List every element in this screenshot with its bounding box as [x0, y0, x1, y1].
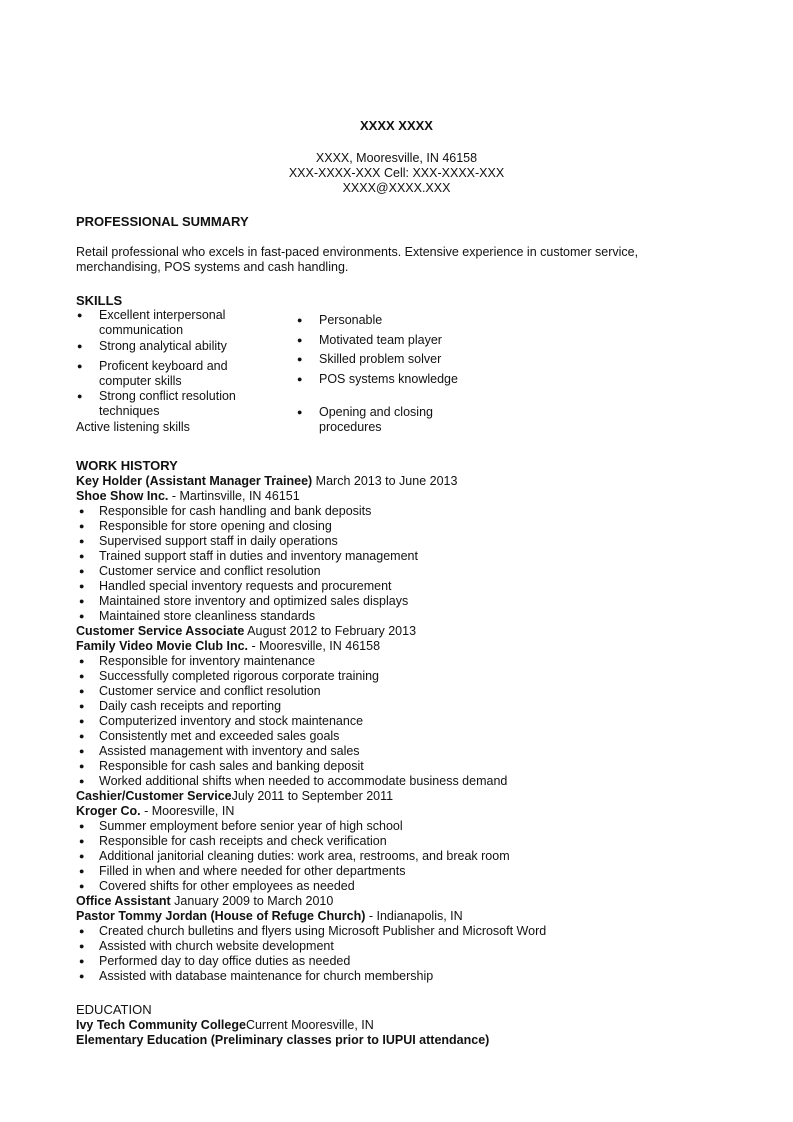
bullet-icon: ●: [79, 956, 85, 966]
school-detail: Current Mooresville, IN: [245, 1018, 374, 1032]
candidate-name: XXXX XXXX: [360, 118, 433, 133]
address-line: XXXX, Mooresville, IN 46158: [315, 151, 478, 165]
work-history-list: [76, 474, 716, 984]
job-bullet: ● Daily cash receipts and reporting: [79, 699, 282, 713]
job-bullet: ● Responsible for store opening and closing: [79, 519, 332, 533]
job-bullet: ● Summer employment before senior year of high school: [79, 819, 403, 833]
education-school-line: [76, 1018, 716, 1033]
skill-text-line: Personable: [319, 313, 383, 327]
job-bullet: ● Assisted with database maintenance for church membership: [79, 969, 434, 983]
job-bullet: ● Assisted with church website development: [79, 939, 334, 953]
job-bullet: ● Trained support staff in duties and inventory management: [79, 549, 418, 563]
email-line: XXXX@XXXX.XXX: [342, 181, 451, 195]
bullet-icon: ●: [77, 310, 83, 320]
bullet-icon: ●: [79, 701, 85, 711]
skills-heading: SKILLS: [76, 293, 123, 308]
job-bullet: ● Customer service and conflict resolution: [79, 564, 321, 578]
bullet-icon: ●: [79, 716, 85, 726]
bullet-icon: ●: [79, 746, 85, 756]
skills-left-column: [77, 308, 287, 438]
job-bullet: ● Created church bulletins and flyers using Microsoft Publisher and Microsoft Word: [79, 924, 547, 938]
bullet-icon: ●: [79, 611, 85, 621]
bullet-icon: ●: [79, 866, 85, 876]
bullet-icon: ●: [79, 656, 85, 666]
education-degree: Elementary Education (Preliminary classes prior to IUPUI attendance): [76, 1033, 490, 1047]
skill-text-line: Opening and closing: [319, 405, 433, 419]
bullet-icon: ●: [79, 671, 85, 681]
bullet-icon: ●: [79, 881, 85, 891]
job-bullet: ● Customer service and conflict resolution: [79, 684, 321, 698]
job-bullet: ● Assisted management with inventory and sales: [79, 744, 360, 758]
bullet-icon: ●: [297, 335, 303, 345]
job-company-line: [76, 639, 716, 654]
bullet-icon: ●: [297, 374, 303, 384]
contact-block: [0, 151, 793, 196]
skill-text-line: computer skills: [99, 374, 182, 388]
bullet-icon: ●: [79, 821, 85, 831]
skill-text-line: communication: [99, 323, 184, 337]
summary-line: merchandising, POS systems and cash handling.: [76, 260, 349, 274]
phone-line: XXX-XXXX-XXX Cell: XXX-XXXX-XXX: [288, 166, 505, 180]
school-name: Ivy Tech Community College: [76, 1018, 246, 1032]
job-company-line: [76, 909, 716, 924]
job-bullet: ● Filled in when and where needed for other departments: [79, 864, 406, 878]
job-title: Key Holder (Assistant Manager Trainee): [76, 474, 313, 488]
job-company-line: [76, 489, 716, 504]
job-dates: January 2009 to March 2010: [170, 894, 334, 908]
skill-text-line: Strong analytical ability: [99, 339, 227, 353]
job-bullet: ● Responsible for cash handling and bank deposits: [79, 504, 372, 518]
education-heading: EDUCATION: [76, 1002, 152, 1017]
bullet-icon: ●: [79, 566, 85, 576]
job-dates: July 2011 to September 2011: [231, 789, 394, 803]
job-dates: March 2013 to June 2013: [312, 474, 458, 488]
bullet-icon: ●: [77, 341, 83, 351]
job-title-line: [76, 624, 716, 639]
bullet-icon: ●: [77, 361, 83, 371]
skill-text-line: Excellent interpersonal: [99, 308, 226, 322]
job-bullet: ● Additional janitorial cleaning duties: work area, restrooms, and break room: [79, 849, 510, 863]
job-bullet: ● Supervised support staff in daily operations: [79, 534, 338, 548]
bullet-icon: ●: [297, 407, 303, 417]
job-bullet: ● Responsible for cash sales and banking deposit: [79, 759, 364, 773]
job-title: Cashier/Customer Service: [76, 789, 232, 803]
skill-text-line: techniques: [99, 404, 160, 418]
job-location: - Mooresville, IN: [140, 804, 235, 818]
bullet-icon: ●: [79, 506, 85, 516]
job-location: - Indianapolis, IN: [365, 909, 463, 923]
bullet-icon: ●: [79, 776, 85, 786]
bullet-icon: ●: [79, 551, 85, 561]
skill-item-unbulleted: Active listening skills: [76, 420, 190, 434]
bullet-icon: ●: [79, 926, 85, 936]
job-bullet: ● Successfully completed rigorous corporate training: [79, 669, 379, 683]
job-company: Pastor Tommy Jordan (House of Refuge Church): [76, 909, 366, 923]
summary-line: Retail professional who excels in fast-paced environments. Extensive experience in customer service,: [76, 245, 639, 259]
summary-heading: PROFESSIONAL SUMMARY: [76, 214, 249, 229]
job-location: - Martinsville, IN 46151: [168, 489, 300, 503]
education-block: [76, 1018, 716, 1048]
skill-text-line: Strong conflict resolution: [99, 389, 236, 403]
bullet-icon: ●: [79, 536, 85, 546]
skill-text-line: Skilled problem solver: [319, 352, 442, 366]
job-bullet: ● Computerized inventory and stock maintenance: [79, 714, 364, 728]
skill-text-line: Proficent keyboard and: [99, 359, 228, 373]
job-title-line: [76, 894, 716, 909]
work-history-heading: WORK HISTORY: [76, 458, 178, 473]
bullet-icon: ●: [77, 391, 83, 401]
bullet-icon: ●: [79, 971, 85, 981]
job-bullet: ● Responsible for inventory maintenance: [79, 654, 316, 668]
skills-right-column: [297, 313, 517, 443]
summary-text: [76, 245, 676, 275]
job-title: Customer Service Associate: [76, 624, 245, 638]
job-dates: August 2012 to February 2013: [244, 624, 417, 638]
bullet-icon: ●: [79, 761, 85, 771]
job-title: Office Assistant: [76, 894, 171, 908]
job-location: - Mooresville, IN 46158: [248, 639, 381, 653]
skill-text-line: POS systems knowledge: [319, 372, 458, 386]
bullet-icon: ●: [79, 941, 85, 951]
bullet-icon: ●: [79, 686, 85, 696]
job-company: Kroger Co.: [76, 804, 141, 818]
bullet-icon: ●: [79, 521, 85, 531]
bullet-icon: ●: [297, 315, 303, 325]
bullet-icon: ●: [79, 851, 85, 861]
job-title-line: [76, 789, 716, 804]
job-company-line: [76, 804, 716, 819]
bullet-icon: ●: [79, 581, 85, 591]
bullet-icon: ●: [79, 836, 85, 846]
bullet-icon: ●: [297, 354, 303, 364]
skill-text-line: Motivated team player: [319, 333, 442, 347]
job-company: Shoe Show Inc.: [76, 489, 169, 503]
skill-text-line: procedures: [319, 420, 382, 434]
job-bullet: ● Worked additional shifts when needed to accommodate business demand: [79, 774, 508, 788]
bullet-icon: ●: [79, 596, 85, 606]
job-bullet: ● Responsible for cash receipts and check verification: [79, 834, 387, 848]
job-bullet: ● Consistently met and exceeded sales goals: [79, 729, 340, 743]
job-title-line: [76, 474, 716, 489]
job-company: Family Video Movie Club Inc.: [76, 639, 249, 653]
job-bullet: ● Maintained store inventory and optimized sales displays: [79, 594, 409, 608]
job-bullet: ● Handled special inventory requests and procurement: [79, 579, 392, 593]
job-bullet: ● Covered shifts for other employees as needed: [79, 879, 355, 893]
job-bullet: ● Performed day to day office duties as needed: [79, 954, 351, 968]
job-bullet: ● Maintained store cleanliness standards: [79, 609, 316, 623]
bullet-icon: ●: [79, 731, 85, 741]
